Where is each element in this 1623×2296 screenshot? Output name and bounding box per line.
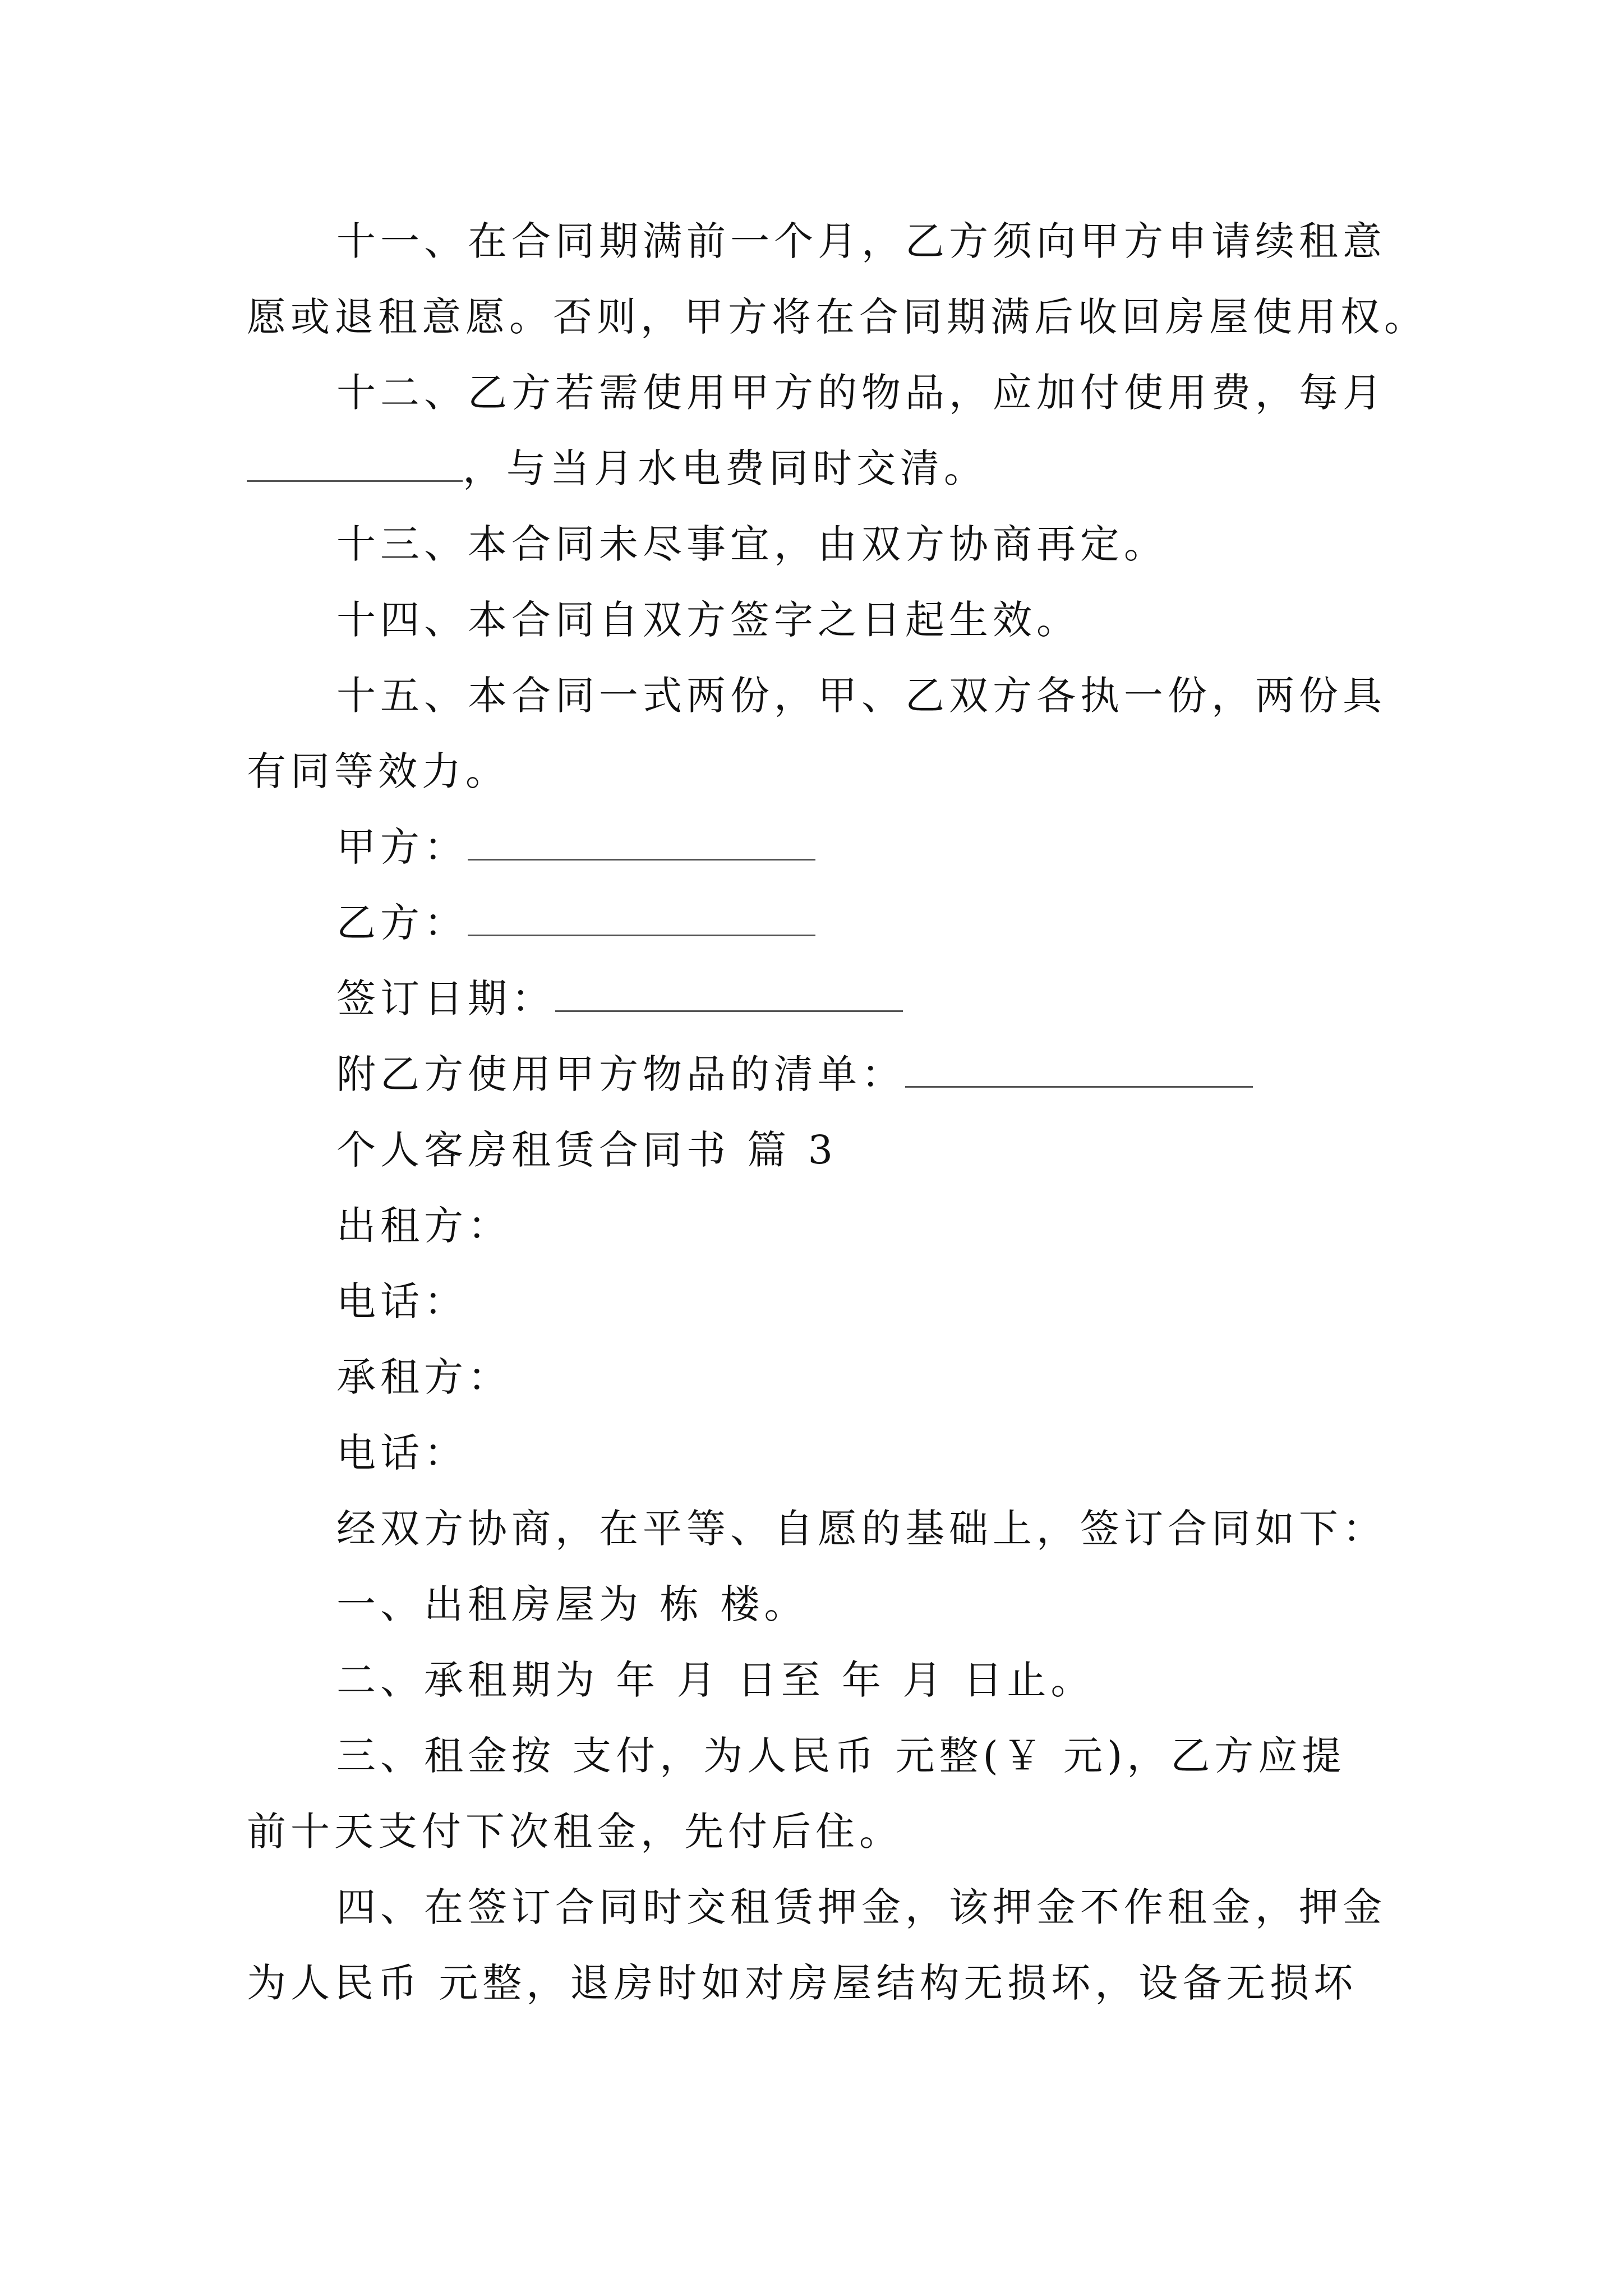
clause-13: 十三、本合同未尽事宜，由双方协商再定。 [336, 521, 1168, 567]
party-a-label: 甲方： [336, 824, 468, 870]
clause-11-line-2: 愿或退租意愿。否则，甲方将在合同期满后收回房屋使用权。 [247, 294, 1428, 340]
sign-date-label: 签订日期： [336, 976, 555, 1022]
item-list-label: 附乙方使用甲方物品的清单： [336, 1051, 905, 1097]
clause-4-line-2: 为人民币 元整，退房时如对房屋结构无损坏，设备无损坏 [247, 1960, 1358, 2006]
party-b-signature-row [336, 898, 815, 948]
sign-date-row [336, 973, 903, 1024]
lessor-phone-label: 电话： [336, 1278, 468, 1324]
monthly-fee-blank[interactable] [247, 447, 463, 482]
clause-11-line-1: 十一、在合同期满前一个月，乙方须向甲方申请续租意 [336, 218, 1386, 264]
item-list-blank[interactable] [905, 1052, 1253, 1088]
section-title: 个人客房租赁合同书 篇 3 [336, 1127, 838, 1173]
party-b-label: 乙方： [336, 900, 468, 946]
party-a-blank[interactable] [468, 825, 815, 861]
item-list-row [336, 1049, 1253, 1099]
party-a-signature-row [336, 822, 815, 872]
clause-1: 一、出租房屋为 栋 楼。 [336, 1581, 808, 1627]
clause-12-line-2-text: ，与当月水电费同时交清。 [463, 445, 988, 491]
clause-15-line-1: 十五、本合同一式两份，甲、乙双方各执一份，两份具 [336, 673, 1386, 719]
clause-3-line-2: 前十天支付下次租金，先付后住。 [247, 1809, 903, 1855]
preamble: 经双方协商，在平等、自愿的基础上，签订合同如下： [336, 1506, 1386, 1552]
clause-2: 二、承租期为 年 月 日至 年 月 日止。 [336, 1657, 1095, 1703]
lessee-phone-label: 电话： [336, 1430, 468, 1476]
clause-12-line-1: 十二、乙方若需使用甲方的物品，应加付使用费，每月 [336, 370, 1386, 416]
clause-15-line-2: 有同等效力。 [247, 748, 509, 794]
party-b-blank[interactable] [468, 901, 815, 936]
lessor-label: 出租方： [336, 1203, 511, 1249]
sign-date-blank[interactable] [555, 977, 903, 1012]
lessee-label: 承租方： [336, 1354, 511, 1400]
clause-12-line-2 [247, 443, 988, 494]
clause-14: 十四、本合同自双方签字之日起生效。 [336, 597, 1080, 643]
clause-4-line-1: 四、在签订合同时交租赁押金，该押金不作租金，押金 [336, 1884, 1386, 1930]
clause-3-line-1: 三、租金按 支付，为人民币 元整(￥ 元)，乙方应提 [336, 1733, 1346, 1779]
